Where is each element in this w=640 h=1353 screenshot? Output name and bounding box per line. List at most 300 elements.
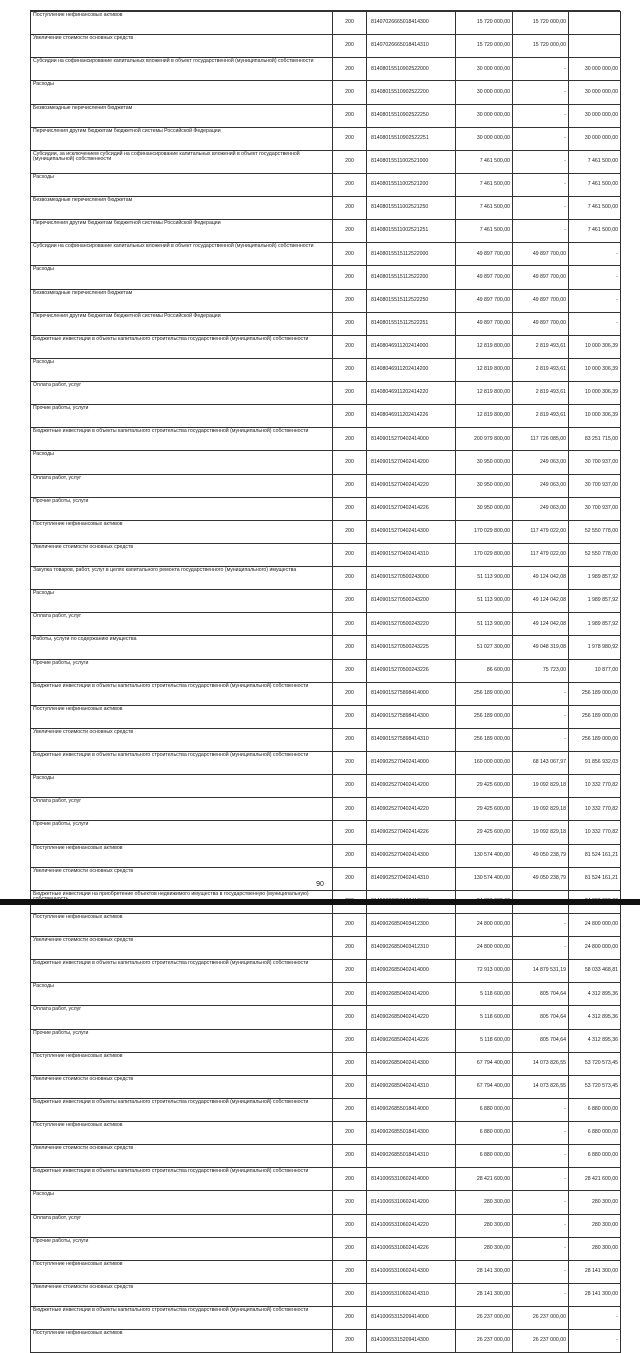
row-classification-code-cell: 81410065310602414300 — [367, 1260, 456, 1283]
row-name-cell: Поступление нефинансовых активов — [31, 12, 333, 35]
row-approved-amount-cell: 15 720 000,00 — [456, 12, 513, 35]
row-name-cell: Поступление нефинансовых активов — [31, 1122, 333, 1145]
row-name-cell: Поступление нефинансовых активов — [31, 844, 333, 867]
table-row — [31, 497, 621, 520]
row-approved-amount-cell: 30 950 000,00 — [456, 497, 513, 520]
row-approved-amount-cell: 67 794 400,00 — [456, 1052, 513, 1075]
table-row — [31, 266, 621, 289]
row-line-code-cell: 200 — [333, 335, 367, 358]
row-executed-amount-cell: 49 897 700,00 — [513, 243, 569, 266]
row-name-cell: Поступление нефинансовых активов — [31, 1052, 333, 1075]
table-row — [31, 312, 621, 335]
row-approved-amount-cell: 29 425 600,00 — [456, 798, 513, 821]
row-name-cell: Увеличение стоимости основных средств — [31, 35, 333, 58]
row-approved-amount-cell: 30 000 000,00 — [456, 127, 513, 150]
row-unexecuted-amount-cell: 4 312 895,36 — [569, 983, 621, 1006]
row-approved-amount-cell: 7 461 500,00 — [456, 220, 513, 243]
row-name-cell: Безвозмездные перечисления бюджетам — [31, 104, 333, 127]
table-row — [31, 636, 621, 659]
row-unexecuted-amount-cell: 30 700 937,00 — [569, 497, 621, 520]
row-executed-amount-cell: - — [513, 104, 569, 127]
row-executed-amount-cell: - — [513, 1214, 569, 1237]
row-approved-amount-cell: 26 237 000,00 — [456, 1330, 513, 1353]
table-row — [31, 705, 621, 728]
row-executed-amount-cell: 249 063,00 — [513, 497, 569, 520]
row-executed-amount-cell: 49 897 700,00 — [513, 312, 569, 335]
row-approved-amount-cell: 280 300,00 — [456, 1191, 513, 1214]
row-approved-amount-cell: 170 029 800,00 — [456, 520, 513, 543]
row-approved-amount-cell: 256 189 000,00 — [456, 682, 513, 705]
row-classification-code-cell: 81409015270402414226 — [367, 497, 456, 520]
row-classification-code-cell: 81409015270500243220 — [367, 613, 456, 636]
row-unexecuted-amount-cell: 52 550 778,00 — [569, 543, 621, 566]
row-line-code-cell: 200 — [333, 81, 367, 104]
row-classification-code-cell: 81409015270402414220 — [367, 474, 456, 497]
row-name-cell: Субсидии на софинансирование капитальных вложений в объект государственной (муниципальной) собственности — [31, 58, 333, 81]
row-name-cell: Увеличение стоимости основных средств — [31, 867, 333, 890]
row-unexecuted-amount-cell: 4 312 895,36 — [569, 1029, 621, 1052]
row-classification-code-cell: 81409026850402414000 — [367, 960, 456, 983]
row-classification-code-cell: 81409026855018414000 — [367, 1098, 456, 1121]
row-name-cell: Расходы — [31, 983, 333, 1006]
table-row — [31, 520, 621, 543]
row-unexecuted-amount-cell — [569, 35, 621, 58]
row-unexecuted-amount-cell: 10 000 306,39 — [569, 382, 621, 405]
row-unexecuted-amount-cell: 256 189 000,00 — [569, 682, 621, 705]
row-unexecuted-amount-cell: 7 461 500,00 — [569, 150, 621, 173]
table-row — [31, 682, 621, 705]
row-name-cell: Безвозмездные перечисления бюджетам — [31, 197, 333, 220]
row-approved-amount-cell: 51 113 900,00 — [456, 567, 513, 590]
row-approved-amount-cell: 12 819 800,00 — [456, 358, 513, 381]
table-row — [31, 844, 621, 867]
row-line-code-cell: 200 — [333, 312, 367, 335]
row-name-cell: Бюджетные инвестиции в объекты капитального строительства государственной (муниципальной) собственности — [31, 752, 333, 775]
row-classification-code-cell: 81408015510902522000 — [367, 58, 456, 81]
row-approved-amount-cell: 30 950 000,00 — [456, 474, 513, 497]
row-executed-amount-cell: 19 092 829,18 — [513, 775, 569, 798]
row-name-cell: Бюджетные инвестиции в объекты капитального строительства государственной (муниципальной) собственности — [31, 960, 333, 983]
row-unexecuted-amount-cell: - — [569, 266, 621, 289]
row-name-cell: Оплата работ, услуг — [31, 382, 333, 405]
row-executed-amount-cell: 49 897 700,00 — [513, 266, 569, 289]
row-unexecuted-amount-cell: 10 000 306,39 — [569, 358, 621, 381]
table-row — [31, 451, 621, 474]
table-row — [31, 35, 621, 58]
row-line-code-cell: 200 — [333, 1052, 367, 1075]
row-classification-code-cell: 81409015270402414310 — [367, 543, 456, 566]
table-row — [31, 428, 621, 451]
row-unexecuted-amount-cell: 10 000 306,39 — [569, 405, 621, 428]
table-row — [31, 728, 621, 751]
row-name-cell: Прочие работы, услуги — [31, 497, 333, 520]
row-classification-code-cell: 81407026665018414310 — [367, 35, 456, 58]
row-executed-amount-cell: - — [513, 127, 569, 150]
table-row — [31, 335, 621, 358]
budget-execution-table-container — [30, 10, 620, 1353]
row-approved-amount-cell: 7 461 500,00 — [456, 173, 513, 196]
row-executed-amount-cell: - — [513, 1168, 569, 1191]
row-line-code-cell: 200 — [333, 104, 367, 127]
scan-bottom-edge — [0, 899, 640, 905]
table-row — [31, 1307, 621, 1330]
row-approved-amount-cell: 280 300,00 — [456, 1214, 513, 1237]
row-classification-code-cell: 81409026850403412310 — [367, 937, 456, 960]
row-name-cell: Бюджетные инвестиции в объекты капитального строительства государственной (муниципальной) собственности — [31, 1307, 333, 1330]
table-row — [31, 1098, 621, 1121]
row-line-code-cell: 200 — [333, 752, 367, 775]
row-name-cell: Увеличение стоимости основных средств — [31, 728, 333, 751]
row-unexecuted-amount-cell: - — [569, 312, 621, 335]
table-row — [31, 798, 621, 821]
row-unexecuted-amount-cell: 256 189 000,00 — [569, 705, 621, 728]
row-approved-amount-cell: 26 237 000,00 — [456, 1307, 513, 1330]
row-line-code-cell: 200 — [333, 243, 367, 266]
row-classification-code-cell: 81409026855018414310 — [367, 1145, 456, 1168]
row-unexecuted-amount-cell: 30 700 937,00 — [569, 451, 621, 474]
row-classification-code-cell: 81410065310602414310 — [367, 1283, 456, 1306]
row-unexecuted-amount-cell: 83 251 715,00 — [569, 428, 621, 451]
row-line-code-cell: 200 — [333, 867, 367, 890]
row-name-cell: Расходы — [31, 775, 333, 798]
row-unexecuted-amount-cell: 24 800 000,00 — [569, 937, 621, 960]
row-line-code-cell: 200 — [333, 1214, 367, 1237]
row-executed-amount-cell: 26 237 000,00 — [513, 1330, 569, 1353]
table-row — [31, 613, 621, 636]
row-unexecuted-amount-cell: 1 989 857,92 — [569, 567, 621, 590]
row-line-code-cell: 200 — [333, 266, 367, 289]
row-approved-amount-cell: 29 425 600,00 — [456, 775, 513, 798]
row-unexecuted-amount-cell: 4 312 895,36 — [569, 1006, 621, 1029]
row-approved-amount-cell: 12 819 800,00 — [456, 405, 513, 428]
row-executed-amount-cell: 805 704,64 — [513, 1006, 569, 1029]
row-approved-amount-cell: 30 000 000,00 — [456, 58, 513, 81]
table-row — [31, 58, 621, 81]
row-executed-amount-cell: 26 237 000,00 — [513, 1307, 569, 1330]
table-row — [31, 752, 621, 775]
row-classification-code-cell: 81409026850402414220 — [367, 1006, 456, 1029]
row-name-cell: Оплата работ, услуг — [31, 1006, 333, 1029]
row-unexecuted-amount-cell: 53 720 573,45 — [569, 1052, 621, 1075]
row-name-cell: Расходы — [31, 266, 333, 289]
row-line-code-cell: 200 — [333, 1098, 367, 1121]
row-executed-amount-cell: - — [513, 1237, 569, 1260]
row-unexecuted-amount-cell: 30 000 000,00 — [569, 104, 621, 127]
table-row — [31, 775, 621, 798]
table-row — [31, 937, 621, 960]
row-line-code-cell: 200 — [333, 798, 367, 821]
row-executed-amount-cell: - — [513, 682, 569, 705]
row-executed-amount-cell: 2 819 493,61 — [513, 335, 569, 358]
table-row — [31, 150, 621, 173]
row-approved-amount-cell: 200 979 800,00 — [456, 428, 513, 451]
row-approved-amount-cell: 256 189 000,00 — [456, 728, 513, 751]
row-classification-code-cell: 81409015275898414000 — [367, 682, 456, 705]
row-unexecuted-amount-cell: 1 978 980,92 — [569, 636, 621, 659]
row-classification-code-cell: 81408046911202414226 — [367, 405, 456, 428]
row-approved-amount-cell: 28 141 300,00 — [456, 1283, 513, 1306]
row-name-cell: Поступление нефинансовых активов — [31, 913, 333, 936]
row-unexecuted-amount-cell: 28 141 300,00 — [569, 1283, 621, 1306]
row-line-code-cell: 200 — [333, 1006, 367, 1029]
table-row — [31, 382, 621, 405]
row-executed-amount-cell: 14 073 826,55 — [513, 1052, 569, 1075]
row-classification-code-cell: 81409026850402414200 — [367, 983, 456, 1006]
row-classification-code-cell: 81410065310602414200 — [367, 1191, 456, 1214]
row-name-cell: Увеличение стоимости основных средств — [31, 1145, 333, 1168]
row-unexecuted-amount-cell: 81 524 161,21 — [569, 844, 621, 867]
row-unexecuted-amount-cell: 30 000 000,00 — [569, 81, 621, 104]
row-unexecuted-amount-cell: 1 989 857,92 — [569, 590, 621, 613]
row-line-code-cell: 200 — [333, 289, 367, 312]
row-classification-code-cell: 81408046911202414000 — [367, 335, 456, 358]
table-row — [31, 1145, 621, 1168]
row-executed-amount-cell: 2 819 493,61 — [513, 405, 569, 428]
row-approved-amount-cell: 51 027 300,00 — [456, 636, 513, 659]
row-unexecuted-amount-cell: 91 856 932,03 — [569, 752, 621, 775]
row-name-cell: Поступление нефинансовых активов — [31, 1330, 333, 1353]
row-line-code-cell: 200 — [333, 428, 367, 451]
row-line-code-cell: 200 — [333, 613, 367, 636]
row-executed-amount-cell: 19 092 829,18 — [513, 821, 569, 844]
row-classification-code-cell: 81408046911202414220 — [367, 382, 456, 405]
row-classification-code-cell: 81409015270402414000 — [367, 428, 456, 451]
row-classification-code-cell: 81408015511002521251 — [367, 220, 456, 243]
row-approved-amount-cell: 130 574 400,00 — [456, 867, 513, 890]
row-line-code-cell: 200 — [333, 1260, 367, 1283]
row-unexecuted-amount-cell: 1 989 857,92 — [569, 613, 621, 636]
row-line-code-cell: 200 — [333, 220, 367, 243]
table-row — [31, 1260, 621, 1283]
row-classification-code-cell: 81409015270500243200 — [367, 590, 456, 613]
row-approved-amount-cell: 24 800 000,00 — [456, 913, 513, 936]
table-row — [31, 983, 621, 1006]
row-approved-amount-cell: 15 720 000,00 — [456, 35, 513, 58]
row-executed-amount-cell: 49 050 238,79 — [513, 844, 569, 867]
row-name-cell: Бюджетные инвестиции на приобретение объектов недвижимого имущества в государственную (муниципальную) — [31, 890, 333, 913]
row-line-code-cell: 200 — [333, 821, 367, 844]
row-line-code-cell: 200 — [333, 497, 367, 520]
row-approved-amount-cell: 49 897 700,00 — [456, 312, 513, 335]
row-approved-amount-cell: 49 897 700,00 — [456, 266, 513, 289]
row-classification-code-cell: 81408015515112522200 — [367, 266, 456, 289]
row-executed-amount-cell: 117 479 022,00 — [513, 543, 569, 566]
row-executed-amount-cell: - — [513, 705, 569, 728]
row-name-cell: Бюджетные инвестиции в объекты капитального строительства государственной (муниципальной) собственности — [31, 1168, 333, 1191]
table-row — [31, 543, 621, 566]
row-classification-code-cell: 81410065310602414000 — [367, 1168, 456, 1191]
row-executed-amount-cell: 49 897 700,00 — [513, 289, 569, 312]
row-name-cell: Прочие работы, услуги — [31, 1237, 333, 1260]
row-line-code-cell: 200 — [333, 451, 367, 474]
row-name-cell: Оплата работ, услуг — [31, 474, 333, 497]
row-approved-amount-cell: 160 000 000,00 — [456, 752, 513, 775]
row-approved-amount-cell: 30 000 000,00 — [456, 81, 513, 104]
row-unexecuted-amount-cell: 28 421 600,00 — [569, 1168, 621, 1191]
row-classification-code-cell: 81409025270402414300 — [367, 844, 456, 867]
row-executed-amount-cell: - — [513, 1098, 569, 1121]
table-row — [31, 243, 621, 266]
row-line-code-cell: 200 — [333, 173, 367, 196]
row-approved-amount-cell: 49 897 700,00 — [456, 289, 513, 312]
row-line-code-cell: 200 — [333, 358, 367, 381]
row-unexecuted-amount-cell: - — [569, 289, 621, 312]
row-approved-amount-cell: 6 880 000,00 — [456, 1098, 513, 1121]
row-approved-amount-cell: 6 880 000,00 — [456, 1145, 513, 1168]
table-row — [31, 104, 621, 127]
row-classification-code-cell: 81408015511002521200 — [367, 173, 456, 196]
table-row — [31, 358, 621, 381]
row-classification-code-cell: 81409026855018414300 — [367, 1122, 456, 1145]
row-line-code-cell: 200 — [333, 520, 367, 543]
row-approved-amount-cell: 51 113 900,00 — [456, 590, 513, 613]
row-unexecuted-amount-cell: 280 300,00 — [569, 1191, 621, 1214]
row-classification-code-cell: 81408015511002521000 — [367, 150, 456, 173]
row-classification-code-cell: 81410065315209414300 — [367, 1330, 456, 1353]
row-approved-amount-cell: 6 880 000,00 — [456, 1122, 513, 1145]
table-row — [31, 913, 621, 936]
row-executed-amount-cell: - — [513, 197, 569, 220]
row-classification-code-cell: 81409015275898414300 — [367, 705, 456, 728]
row-executed-amount-cell: 14 073 826,55 — [513, 1075, 569, 1098]
row-classification-code-cell: 81409026850402414300 — [367, 1052, 456, 1075]
row-name-cell: Расходы — [31, 173, 333, 196]
row-executed-amount-cell: - — [513, 173, 569, 196]
row-executed-amount-cell: 75 723,00 — [513, 659, 569, 682]
row-approved-amount-cell: 170 029 800,00 — [456, 543, 513, 566]
row-unexecuted-amount-cell: 7 461 500,00 — [569, 220, 621, 243]
row-approved-amount-cell: 7 461 500,00 — [456, 150, 513, 173]
row-executed-amount-cell: - — [513, 728, 569, 751]
row-line-code-cell: 200 — [333, 960, 367, 983]
table-row — [31, 821, 621, 844]
row-name-cell: Увеличение стоимости основных средств — [31, 543, 333, 566]
row-executed-amount-cell: 19 092 829,18 — [513, 798, 569, 821]
row-name-cell: Оплата работ, услуг — [31, 613, 333, 636]
row-classification-code-cell: 81409015270402414300 — [367, 520, 456, 543]
table-row — [31, 590, 621, 613]
row-line-code-cell: 200 — [333, 1283, 367, 1306]
table-row — [31, 1283, 621, 1306]
row-unexecuted-amount-cell: 30 000 000,00 — [569, 58, 621, 81]
row-executed-amount-cell: 117 479 022,00 — [513, 520, 569, 543]
row-executed-amount-cell: - — [513, 1122, 569, 1145]
row-name-cell: Бюджетные инвестиции в объекты капитального строительства государственной (муниципальной) собственности — [31, 335, 333, 358]
row-classification-code-cell: 81410065310602414226 — [367, 1237, 456, 1260]
table-row — [31, 12, 621, 35]
table-row — [31, 127, 621, 150]
row-unexecuted-amount-cell: - — [569, 1307, 621, 1330]
row-name-cell: Прочие работы, услуги — [31, 821, 333, 844]
row-name-cell: Оплата работ, услуг — [31, 798, 333, 821]
row-executed-amount-cell: 15 720 000,00 — [513, 35, 569, 58]
row-line-code-cell: 200 — [333, 12, 367, 35]
table-row — [31, 474, 621, 497]
row-executed-amount-cell: - — [513, 937, 569, 960]
row-approved-amount-cell: 30 950 000,00 — [456, 451, 513, 474]
row-line-code-cell: 200 — [333, 1237, 367, 1260]
row-name-cell: Поступление нефинансовых активов — [31, 705, 333, 728]
row-name-cell: Прочие работы, услуги — [31, 659, 333, 682]
row-unexecuted-amount-cell: 24 800 000,00 — [569, 913, 621, 936]
row-line-code-cell: 200 — [333, 1307, 367, 1330]
row-unexecuted-amount-cell: 6 880 000,00 — [569, 1098, 621, 1121]
row-name-cell: Расходы — [31, 451, 333, 474]
row-classification-code-cell: 81410065315209414000 — [367, 1307, 456, 1330]
row-line-code-cell: 200 — [333, 590, 367, 613]
row-unexecuted-amount-cell: 10 000 306,39 — [569, 335, 621, 358]
row-classification-code-cell: 81408015510902522250 — [367, 104, 456, 127]
row-executed-amount-cell: 14 879 531,19 — [513, 960, 569, 983]
row-unexecuted-amount-cell: - — [569, 1330, 621, 1353]
table-row — [31, 1029, 621, 1052]
table-body — [31, 12, 621, 1353]
row-name-cell: Субсидии на софинансирование капитальных вложений в объект государственной (муниципальной) собственности — [31, 243, 333, 266]
row-classification-code-cell: 81409015270402414200 — [367, 451, 456, 474]
row-unexecuted-amount-cell: 28 141 300,00 — [569, 1260, 621, 1283]
row-classification-code-cell: 81409025270402414000 — [367, 752, 456, 775]
row-executed-amount-cell: - — [513, 81, 569, 104]
row-name-cell: Бюджетные инвестиции в объекты капитального строительства государственной (муниципальной) собственности — [31, 428, 333, 451]
row-approved-amount-cell: 12 819 800,00 — [456, 335, 513, 358]
row-unexecuted-amount-cell: 81 524 161,21 — [569, 867, 621, 890]
row-executed-amount-cell: 805 704,64 — [513, 1029, 569, 1052]
row-executed-amount-cell: - — [513, 1145, 569, 1168]
row-unexecuted-amount-cell: 10 332 770,82 — [569, 775, 621, 798]
table-row — [31, 81, 621, 104]
row-name-cell: Расходы — [31, 81, 333, 104]
row-line-code-cell: 200 — [333, 636, 367, 659]
row-classification-code-cell: 81409026850403412300 — [367, 913, 456, 936]
row-unexecuted-amount-cell: 10 332 770,82 — [569, 821, 621, 844]
row-unexecuted-amount-cell: 30 700 937,00 — [569, 474, 621, 497]
row-line-code-cell: 200 — [333, 937, 367, 960]
row-approved-amount-cell: 130 574 400,00 — [456, 844, 513, 867]
page-number: 90 — [316, 881, 324, 888]
row-line-code-cell: 200 — [333, 1145, 367, 1168]
row-executed-amount-cell: 49 124 042,08 — [513, 613, 569, 636]
row-classification-code-cell: 81409015270500243226 — [367, 659, 456, 682]
row-name-cell: Поступление нефинансовых активов — [31, 1260, 333, 1283]
row-line-code-cell: 200 — [333, 1029, 367, 1052]
row-approved-amount-cell: 280 300,00 — [456, 1237, 513, 1260]
row-approved-amount-cell: 256 189 000,00 — [456, 705, 513, 728]
row-executed-amount-cell: - — [513, 220, 569, 243]
row-name-cell: Субсидии, за исключением субсидий на софинансирование капитальных вложений в объект государственной (муниципальной) собственности — [31, 150, 333, 173]
row-executed-amount-cell: 49 124 042,08 — [513, 590, 569, 613]
table-row — [31, 1006, 621, 1029]
table-row — [31, 1237, 621, 1260]
table-row — [31, 1075, 621, 1098]
row-executed-amount-cell: 15 720 000,00 — [513, 12, 569, 35]
row-name-cell: Увеличение стоимости основных средств — [31, 1075, 333, 1098]
row-unexecuted-amount-cell: 280 300,00 — [569, 1237, 621, 1260]
row-classification-code-cell: 81409015275898414310 — [367, 728, 456, 751]
table-row — [31, 1122, 621, 1145]
table-row — [31, 173, 621, 196]
row-line-code-cell: 200 — [333, 543, 367, 566]
row-unexecuted-amount-cell: 256 189 000,00 — [569, 728, 621, 751]
row-approved-amount-cell: 86 600,00 — [456, 659, 513, 682]
table-row — [31, 659, 621, 682]
table-row — [31, 197, 621, 220]
row-executed-amount-cell: - — [513, 1191, 569, 1214]
row-line-code-cell: 200 — [333, 127, 367, 150]
row-line-code-cell: 200 — [333, 405, 367, 428]
table-row — [31, 289, 621, 312]
row-executed-amount-cell: - — [513, 1260, 569, 1283]
row-name-cell: Бюджетные инвестиции в объекты капитального строительства государственной (муниципальной) собственности — [31, 1098, 333, 1121]
